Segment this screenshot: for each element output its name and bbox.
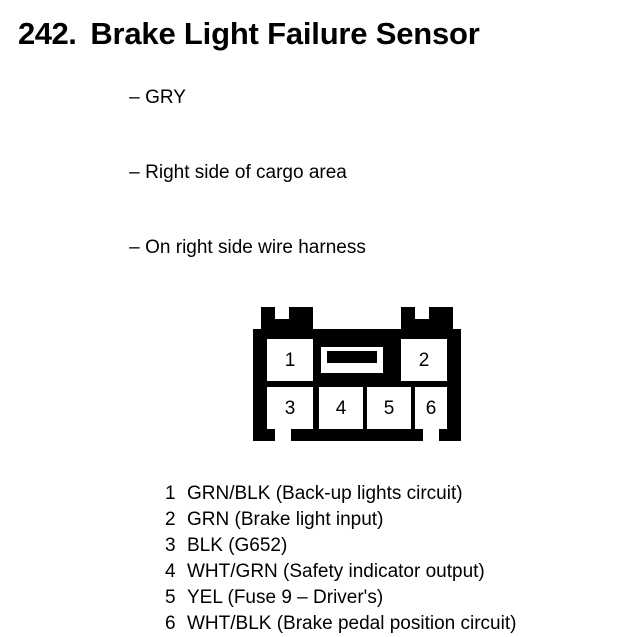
legend-pin-desc: BLK (G652) xyxy=(187,535,288,556)
legend-pin-desc: YEL (Fuse 9 – Driver's) xyxy=(187,587,384,608)
connector-notch-bottom-left xyxy=(275,429,291,441)
note-text: GRY xyxy=(145,87,186,108)
connector-pin-1: 1 xyxy=(267,339,313,381)
legend-pin-number: 5 xyxy=(165,587,176,608)
note-text: Right side of cargo area xyxy=(145,162,347,183)
legend-pin-number: 6 xyxy=(165,613,176,634)
note-item xyxy=(108,210,640,285)
connector-pin-4: 4 xyxy=(319,387,363,429)
legend-pin-number: 1 xyxy=(165,483,176,504)
connector-notch-top-left xyxy=(275,307,289,319)
connector-outline xyxy=(253,307,461,441)
legend-item xyxy=(165,559,640,585)
connector-pin-3: 3 xyxy=(267,387,313,429)
legend-pin-number: 4 xyxy=(165,561,176,582)
connector-pin-2: 2 xyxy=(401,339,447,381)
legend-pin-desc: WHT/BLK (Brake pedal position circuit) xyxy=(187,613,517,634)
connector-pin-5: 5 xyxy=(367,387,411,429)
note-item xyxy=(108,60,640,135)
legend-pin-desc: GRN (Brake light input) xyxy=(187,509,384,530)
notes-list xyxy=(108,60,640,285)
legend-pin-number: 3 xyxy=(165,535,176,556)
legend-item xyxy=(165,611,640,637)
legend-pin-desc: GRN/BLK (Back-up lights circuit) xyxy=(187,483,463,504)
note-dash: – xyxy=(129,237,140,258)
page-title-number: 242. xyxy=(18,16,77,51)
page-title-text: Brake Light Failure Sensor xyxy=(90,16,480,51)
connector-pin-6: 6 xyxy=(415,387,447,429)
connector-notch-top-right xyxy=(415,307,429,319)
note-text: On right side wire harness xyxy=(145,237,366,258)
legend-pin-number: 2 xyxy=(165,509,176,530)
connector-diagram xyxy=(0,307,640,467)
legend-item xyxy=(165,507,640,533)
connector-notch-bottom-right xyxy=(423,429,439,441)
note-dash: – xyxy=(129,162,140,183)
note-item xyxy=(108,135,640,210)
legend-item xyxy=(165,533,640,559)
legend-item xyxy=(165,481,640,507)
connector-latch-slot xyxy=(327,351,377,363)
pin-legend xyxy=(0,481,640,637)
note-dash: – xyxy=(129,87,140,108)
legend-pin-desc: WHT/GRN (Safety indicator output) xyxy=(187,561,485,582)
page-title xyxy=(0,0,640,52)
legend-item xyxy=(165,585,640,611)
